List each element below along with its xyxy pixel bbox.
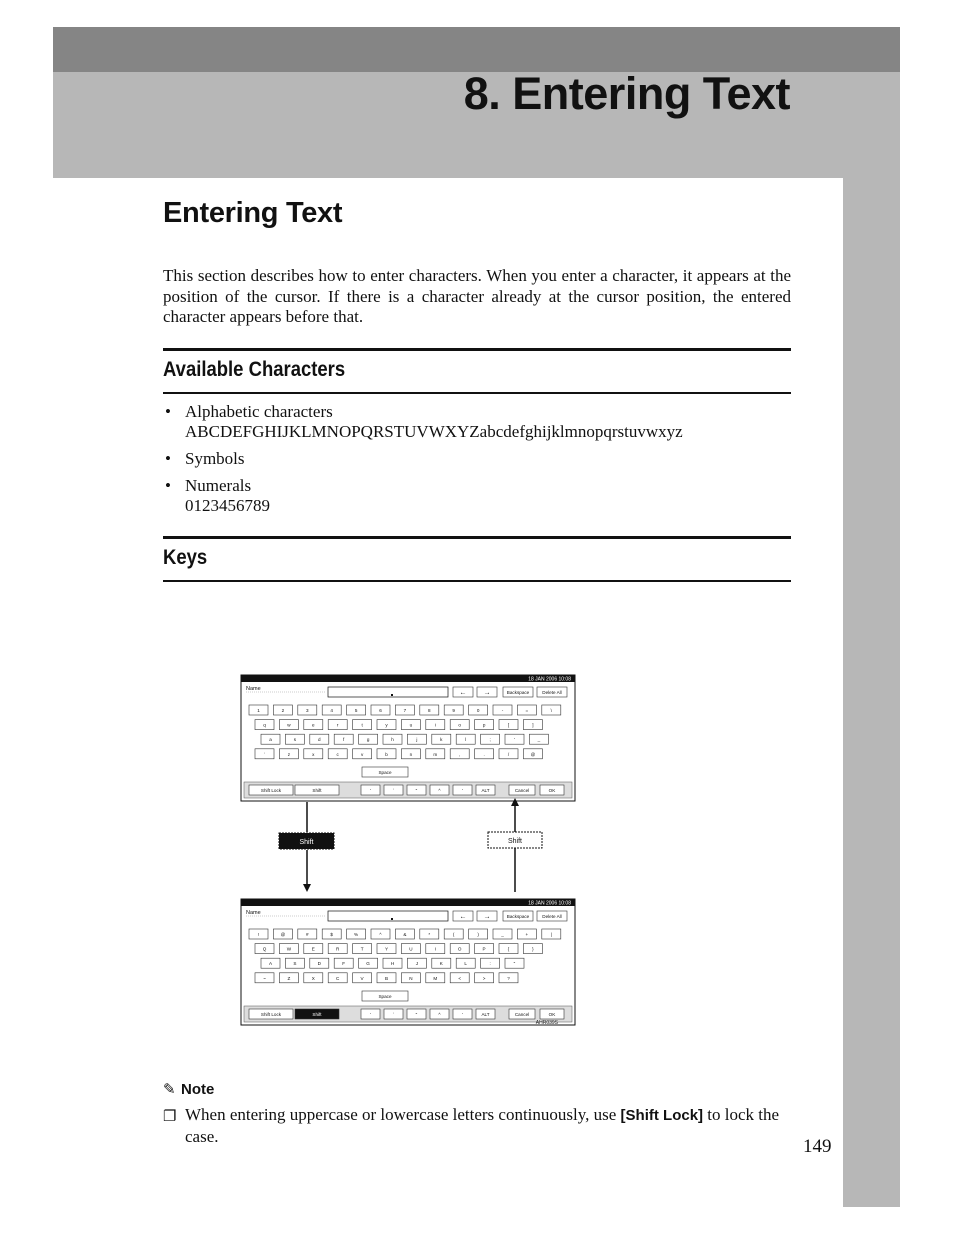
char-key-label: w	[287, 722, 291, 728]
chapter-title: 8. Entering Text	[463, 68, 790, 119]
char-key-label: |	[550, 932, 552, 937]
char-key-label: /	[507, 751, 510, 757]
symbol-key-label: ^	[438, 788, 441, 793]
char-key-label: %	[354, 932, 359, 937]
char-key-label: l	[465, 737, 467, 743]
char-key-label: U	[409, 946, 413, 952]
heading-rule-top	[163, 348, 791, 351]
char-key-label: I	[434, 946, 436, 952]
char-key-label: _	[501, 932, 504, 937]
char-key-label: e	[312, 722, 315, 728]
char-key-label: ^	[379, 932, 382, 937]
backspace-key-label: Backspace	[506, 914, 530, 919]
char-key-label: R	[336, 946, 340, 952]
char-key-label: n	[409, 751, 413, 757]
checkbox-icon: ❐	[163, 1109, 177, 1125]
char-key-label: a	[269, 737, 272, 743]
char-key-label: s	[293, 737, 297, 743]
char-key-label: f	[343, 737, 345, 743]
char-key-label: q	[263, 722, 266, 728]
list-item: • Numerals 0123456789	[165, 476, 270, 515]
char-key-label: 4	[330, 708, 333, 713]
left-arrow-icon: ←	[459, 689, 467, 697]
side-thumb-strip	[843, 178, 900, 1207]
symbol-key-label: '	[370, 1012, 371, 1017]
symbol-key-label: "	[415, 1012, 418, 1017]
char-key-label: \	[550, 708, 552, 713]
space-key-label: Space	[378, 994, 392, 999]
delete-all-key-label: Delete All	[542, 914, 562, 919]
char-key-label: 0	[476, 708, 480, 713]
char-key-label: =	[525, 708, 529, 713]
char-key-label: _	[537, 737, 541, 743]
pencil-icon: ✎	[163, 1081, 176, 1098]
chapter-header-bar	[53, 27, 900, 72]
shift-lock-key-label: Shift Lock	[260, 788, 282, 793]
char-key-label: 2	[281, 708, 285, 713]
char-key-label: v	[360, 751, 364, 757]
char-key-label: -	[501, 708, 504, 713]
list-item: • Symbols	[165, 449, 245, 468]
char-key-label: u	[409, 722, 413, 728]
char-key-label: 9	[452, 708, 455, 713]
char-key-label: #	[306, 932, 309, 937]
char-key-label: )	[477, 932, 479, 937]
cursor	[391, 694, 393, 696]
char-key-label: x	[312, 751, 315, 757]
arrow-down-icon	[303, 850, 311, 892]
section-intro: This section describes how to enter characters. When you enter a character, it appears at the position of the cursor. If there is a character already at the cursor position, the entered character appears before that.	[163, 266, 791, 326]
shift-key-label: Shift	[312, 788, 322, 793]
char-key-label: $	[330, 932, 333, 937]
note-text-after: to lock the case.	[185, 1105, 780, 1146]
cursor	[391, 918, 393, 920]
symbol-key-label: `	[392, 788, 395, 793]
char-key-label: V	[360, 975, 364, 981]
char-key-label: @	[280, 932, 286, 937]
char-key-label: Z	[287, 975, 291, 981]
char-key-label: +	[525, 932, 529, 937]
char-key-label: G	[366, 961, 370, 967]
space-key-label: Space	[378, 770, 392, 775]
heading-rule-bottom	[163, 580, 791, 582]
available-characters-heading: Available Characters	[163, 358, 346, 381]
char-key-label: "	[513, 961, 516, 967]
char-key-label: N	[409, 975, 413, 981]
screen-date: 18 JAN 2006 10:08	[528, 676, 571, 683]
heading-rule-top	[163, 536, 791, 539]
char-key-label: >	[482, 975, 486, 981]
ok-key-label: OK	[548, 788, 556, 793]
char-key-label: t	[361, 722, 363, 728]
shift-lock-key-label: Shift Lock	[260, 1012, 282, 1017]
note-text-before: When entering uppercase or lowercase letters continuously, use	[185, 1105, 621, 1124]
screen-status-bar	[241, 899, 575, 906]
note-heading	[163, 1080, 214, 1098]
char-key-label: Y	[384, 946, 389, 952]
screen-status-bar	[241, 675, 575, 682]
char-key-label: T	[360, 946, 364, 952]
char-key-label: ;	[489, 737, 491, 743]
char-key-label: E	[311, 946, 315, 952]
list-item-detail: 0123456789	[185, 496, 270, 515]
section-title: Entering Text	[163, 197, 343, 229]
char-key-label: *	[428, 932, 431, 937]
figure-code: AHR039S	[535, 1020, 558, 1026]
char-key-label: g	[366, 737, 370, 743]
text-input	[328, 687, 448, 697]
symbol-key-label: '	[462, 1012, 463, 1017]
char-key-label: 1	[257, 708, 260, 713]
shift-callout-label: Shift	[299, 839, 314, 846]
symbol-key-label: ^	[438, 1012, 441, 1017]
char-key-label: ,	[459, 751, 461, 757]
char-key-label: .	[483, 751, 485, 757]
char-key-label: b	[385, 751, 388, 757]
char-key-label: j	[416, 737, 418, 743]
note-heading-label: Note	[181, 1081, 215, 1098]
char-key-label: P	[482, 946, 486, 952]
cancel-key-label: Cancel	[514, 1012, 530, 1017]
list-item-label: Symbols	[185, 449, 245, 468]
ok-key-label: OK	[548, 1012, 556, 1017]
shift-key-callout-pressed	[279, 833, 334, 849]
char-key-label: W	[286, 946, 292, 952]
char-key-label: C	[336, 975, 340, 981]
list-item: • Alphabetic characters ABCDEFGHIJKLMNOPQRSTUVWXYZabcdefghijklmnopqrstuvwxyz	[165, 402, 683, 441]
char-key-label: 8	[428, 708, 431, 713]
char-key-label: '	[514, 737, 515, 743]
shift-key-callout-released	[488, 832, 542, 848]
char-key-label: A	[268, 961, 273, 967]
alt-key-label: ALT	[481, 1012, 490, 1017]
char-key-label: d	[318, 737, 321, 743]
char-key-label: Q	[262, 946, 267, 952]
char-key-label: o	[458, 722, 461, 728]
char-key-label: S	[293, 961, 297, 967]
name-label: Name	[246, 910, 261, 916]
char-key-label: L	[464, 961, 467, 967]
symbol-key-label: '	[462, 788, 463, 793]
char-key-label: @	[530, 751, 536, 757]
symbol-key-label: '	[370, 788, 371, 793]
char-key-label: X	[311, 975, 315, 981]
char-key-label: ]	[532, 722, 534, 728]
keyboard-screen-uppercase	[241, 899, 575, 1025]
page-number: 149	[803, 1136, 832, 1157]
char-key-label: }	[532, 946, 534, 952]
char-key-label: (	[452, 932, 455, 937]
alt-key-label: ALT	[481, 788, 490, 793]
char-key-label: r	[336, 722, 339, 728]
shift-key-label: Shift	[312, 1012, 322, 1017]
right-arrow-icon: →	[483, 913, 491, 921]
char-key-label: h	[391, 737, 394, 743]
cancel-key-label: Cancel	[514, 788, 530, 793]
char-key-label: 6	[379, 708, 382, 713]
char-key-label: ?	[507, 975, 510, 981]
char-key-label: z	[287, 751, 291, 757]
char-key-label: {	[507, 946, 510, 952]
delete-all-key-label: Delete All	[542, 690, 562, 695]
char-key-label: M	[433, 975, 438, 981]
shift-lock-key-label: [Shift Lock]	[620, 1107, 704, 1124]
char-key-label: 3	[306, 708, 309, 713]
char-key-label: K	[439, 961, 443, 967]
char-key-label: !	[257, 932, 260, 937]
char-key-label: [	[507, 722, 510, 728]
char-key-label: y	[385, 722, 388, 728]
char-key-label: `	[263, 751, 266, 757]
char-key-label: O	[457, 946, 462, 952]
symbol-key-label: `	[392, 1012, 395, 1017]
char-key-label: m	[433, 751, 438, 757]
list-item-detail: ABCDEFGHIJKLMNOPQRSTUVWXYZabcdefghijklmnopqrstuvwxyz	[185, 422, 683, 441]
symbol-key-label: "	[415, 788, 418, 793]
backspace-key-label: Backspace	[506, 690, 530, 695]
keys-heading: Keys	[163, 546, 208, 569]
left-arrow-icon: ←	[459, 913, 467, 921]
char-key-label: <	[458, 975, 462, 981]
screen-date: 18 JAN 2006 10:08	[528, 900, 571, 907]
shift-callout-label: Shift	[507, 838, 523, 845]
keyboard-figure	[238, 672, 578, 1032]
char-key-label: 7	[403, 708, 407, 713]
keyboard-screen-lowercase	[241, 675, 575, 801]
char-key-label: F	[342, 961, 346, 967]
available-characters-list	[163, 402, 791, 523]
char-key-label: &	[403, 932, 407, 937]
char-key-label: J	[415, 961, 419, 967]
char-key-label: B	[384, 975, 389, 981]
heading-rule-bottom	[163, 392, 791, 394]
list-item-label: Numerals	[185, 476, 252, 495]
right-arrow-icon: →	[483, 689, 491, 697]
char-key-label: H	[390, 961, 395, 967]
char-key-label: k	[440, 737, 443, 743]
text-input	[328, 911, 448, 921]
char-key-label: c	[336, 751, 339, 757]
char-key-label: D	[317, 961, 321, 967]
char-key-label: p	[482, 722, 486, 728]
char-key-label: i	[434, 722, 436, 728]
note-item	[163, 1105, 791, 1147]
char-key-label: ~	[263, 975, 266, 981]
name-label: Name	[246, 686, 261, 692]
char-key-label: :	[489, 961, 491, 967]
list-item-label: Alphabetic characters	[185, 402, 333, 421]
char-key-label: 5	[354, 708, 358, 713]
